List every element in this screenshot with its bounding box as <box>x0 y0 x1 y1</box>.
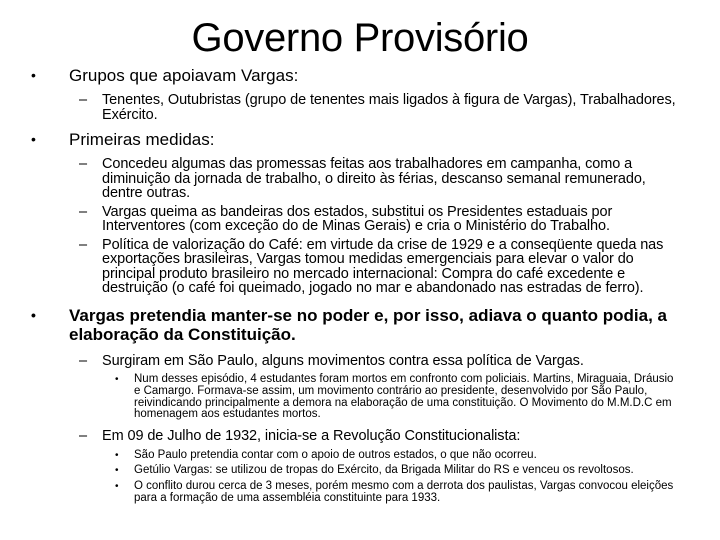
revolution-subitem-text: São Paulo pretendia contar com o apoio de outros estados, o que não ocorreu. <box>134 448 537 461</box>
slide-content <box>0 66 720 505</box>
measures-item <box>0 238 720 296</box>
revolution-subitem <box>0 450 720 462</box>
bullet-icon: • <box>115 481 119 493</box>
bullet-icon: • <box>31 306 36 323</box>
dash-icon: – <box>79 428 87 445</box>
bullet-icon: • <box>115 374 119 385</box>
measures-item <box>0 205 720 234</box>
sao-paulo-text: Surgiram em São Paulo, alguns movimentos contra essa política de Vargas. <box>102 352 584 369</box>
dash-icon: – <box>79 92 87 108</box>
revolution-subitem-text: O conflito durou cerca de 3 meses, porém mesmo com a derrota dos paulistas, Vargas convocou eleições para a formação de uma assembléia constituinte para 1933. <box>134 480 674 505</box>
dash-icon: – <box>79 236 87 253</box>
revolution-subitem <box>0 481 720 505</box>
measures-item-text: Política de valorização do Café: em virtude da crise de 1929 e a conseqüente queda nas exportações brasileiras, Vargas tomou medidas emergenciais para elevar o valor do principal produto brasileiro no mercado internacional: Compra do café excedente e destruição (o café foi queimado, jogado no mar e abandonado nas estradas de ferro). <box>102 236 664 296</box>
dash-icon: – <box>79 156 87 172</box>
sao-paulo-subitem-text: Num desses episódio, 4 estudantes foram mortos em confronto com policiais. Martins, Miraguaia, Dráusio e Camargo. Formava-se assim, um movimento contrário ao presidente, desenvolvido por São Paulo, reivindicando principalmente a demora na elaboração de uma constituição. O Movimento do M.M.D.C em homenagem aos estudantes mortos. <box>134 373 674 421</box>
measures-item <box>0 157 720 201</box>
revolution-text: Em 09 de Julho de 1932, inicia-se a Revolução Constitucionalista: <box>102 428 521 445</box>
measures-item-text: Vargas queima as bandeiras dos estados, substitui os Presidentes estaduais por Interventores (com exceção do de Minas Gerais) e cria o Ministério do Trabalho. <box>102 203 613 234</box>
groups-item-text: Tenentes, Outubristas (grupo de tenentes mais ligados à figura de Vargas), Trabalhadores, Exército. <box>102 92 676 123</box>
sao-paulo-item <box>0 354 720 369</box>
dash-icon: – <box>79 203 87 220</box>
bullet-icon: • <box>31 131 36 147</box>
bullet-groups <box>0 66 720 85</box>
revolution-subitem <box>0 465 720 477</box>
constitution-heading: Vargas pretendia manter-se no poder e, por isso, adiava o quanto podia, a elaboração da Constituição. <box>69 305 667 344</box>
revolution-subitem-text: Getúlio Vargas: se utilizou de tropas do Exército, da Brigada Militar do RS e venceu os revoltosos. <box>134 464 634 477</box>
bullet-icon: • <box>115 449 119 461</box>
slide-title: Governo Provisório <box>191 16 529 60</box>
groups-heading: Grupos que apoiavam Vargas: <box>69 66 299 85</box>
groups-item <box>0 93 720 122</box>
measures-item-text: Concedeu algumas das promessas feitas aos trabalhadores em campanha, como a diminuição da jornada de trabalho, o direito às férias, descanso semanal remunerado, dentre outras. <box>102 156 646 201</box>
bullet-constitution <box>0 306 720 344</box>
measures-heading: Primeiras medidas: <box>69 130 215 149</box>
dash-icon: – <box>79 352 87 369</box>
sao-paulo-subitem <box>0 374 720 421</box>
bullet-icon: • <box>115 465 119 477</box>
bullet-icon: • <box>31 67 36 83</box>
revolution-item <box>0 429 720 444</box>
bullet-measures <box>0 130 720 149</box>
